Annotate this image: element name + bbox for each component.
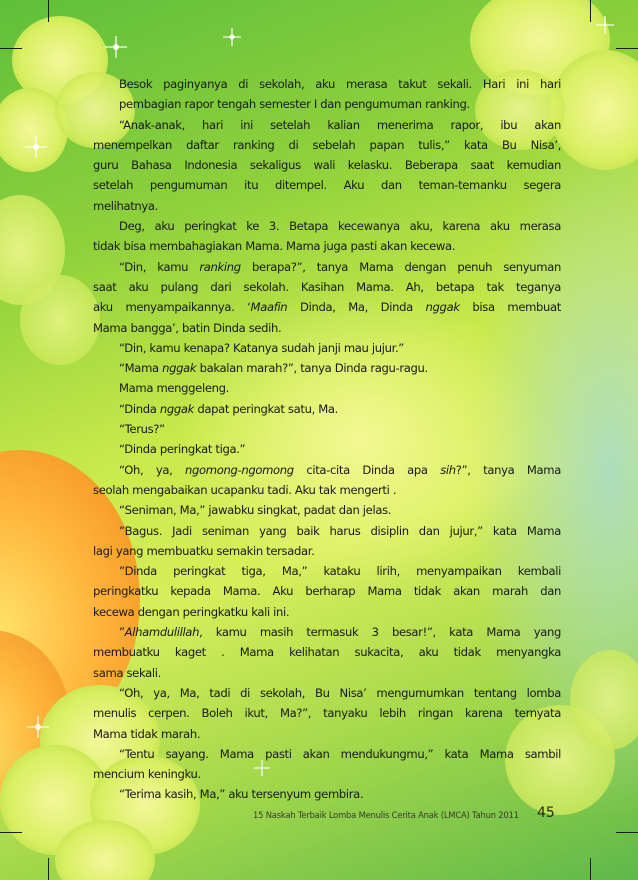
text-line: “Oh, ya, Ma, tadi di sekolah, Bu Nisa’ mengumumkan tentang lomba	[119, 685, 561, 700]
text-line: aku menyampaikannya. ‘Maafin Dinda, Ma, Dinda nggak bisa membuat	[93, 300, 562, 315]
text-line: Mama bangga’, batin Dinda sedih.	[93, 320, 282, 335]
text-line: menulis cerpen. Boleh ikut, Ma?”, tanyaku lebih ringan karena ternyata	[93, 706, 561, 721]
text-line: “Din, kamu kenapa? Katanya sudah janji mau jujur.”	[119, 340, 404, 355]
text-line: pembagian rapor tengah semester I dan pengumuman ranking.	[119, 97, 470, 112]
text-line: Besok paginyanya di sekolah, aku merasa takut sekali. Hari ini hari	[119, 77, 561, 91]
text-line: “Anak-anak, hari ini setelah kalian menerima rapor, ibu akan	[119, 117, 561, 132]
text-line: peringkatku kepada Mama. Aku berharap Mama tidak akan marah dan	[93, 584, 561, 599]
clover-left-middle	[0, 195, 100, 365]
text-line: kecewa dengan peringkatku kali ini.	[93, 604, 290, 619]
crop-mark	[616, 48, 638, 49]
crop-mark	[48, 0, 49, 22]
book-footer: 15 Naskah Terbaik Lomba Menulis Cerita Anak (LMCA) Tahun 2011	[253, 810, 519, 820]
crop-mark	[0, 832, 22, 833]
text-line: “Din, kamu ranking berapa?”, tanya Mama dengan penuh senyuman	[119, 259, 562, 274]
crop-mark	[616, 832, 638, 833]
text-line: “Dinda peringkat tiga.”	[119, 442, 246, 457]
page-number: 45	[537, 805, 555, 821]
text-line: Deg, aku peringkat ke 3. Betapa kecewanya aku, karena aku merasa	[119, 219, 561, 234]
text-line: “Mama nggak bakalan marah?”, tanya Dinda ragu-ragu.	[119, 361, 428, 376]
text-line: “Seniman, Ma,” jawabku singkat, padat dan jelas.	[119, 503, 392, 518]
crop-mark	[48, 858, 49, 880]
text-line: melihatnya.	[93, 198, 159, 213]
text-line: ”Bagus. Jadi seniman yang baik harus disiplin dan jujur,” kata Mama	[119, 523, 561, 538]
text-line: setelah pengumuman itu ditempel. Aku dan teman-temanku segera	[93, 178, 561, 193]
crop-mark	[590, 0, 591, 22]
text-line: guru Bahasa Indonesia sekaligus wali kelasku. Beberapa saat kemudian	[93, 158, 561, 173]
text-line: ”Dinda peringkat tiga, Ma,” kataku lirih, menyampaikan kembali	[119, 564, 561, 579]
text-line: membuatku kaget . Mama kelihatan sukacita, aku tidak menyangka	[93, 645, 561, 660]
text-line: Mama tidak marah.	[93, 726, 201, 741]
text-line: mencium keningku.	[93, 767, 201, 782]
text-line: “Dinda nggak dapat peringkat satu, Ma.	[119, 401, 338, 416]
crop-mark	[590, 858, 591, 880]
crop-mark	[0, 48, 22, 49]
text-line: lagi yang membuatku semakin tersadar.	[93, 543, 315, 558]
text-line: “Oh, ya, ngomong-ngomong cita-cita Dinda apa sih?”, tanya Mama	[119, 462, 561, 477]
text-line: “Terima kasih, Ma,” aku tersenyum gembira.	[119, 787, 364, 802]
text-line: ”Alhamdulillah, kamu masih termasuk 3 besar!”, kata Mama yang	[119, 625, 561, 640]
story-text	[93, 74, 561, 805]
text-line: tidak bisa membahagiakan Mama. Mama juga pasti akan kecewa.	[93, 239, 456, 254]
text-line: sama sekali.	[93, 665, 161, 680]
text-line: seolah mengabaikan ucapanku tadi. Aku tak mengerti .	[93, 482, 397, 497]
text-line: menempelkan daftar ranking di sebelah papan tulis,” kata Bu Nisa’,	[93, 137, 561, 152]
text-line: “Tentu sayang. Mama pasti akan mendukungmu,” kata Mama sambil	[119, 746, 561, 761]
text-line: saat aku pulang dari sekolah. Kasihan Mama. Ah, betapa tak teganya	[93, 279, 561, 294]
text-line: “Terus?”	[119, 422, 165, 437]
text-line: Mama menggeleng.	[119, 381, 229, 396]
